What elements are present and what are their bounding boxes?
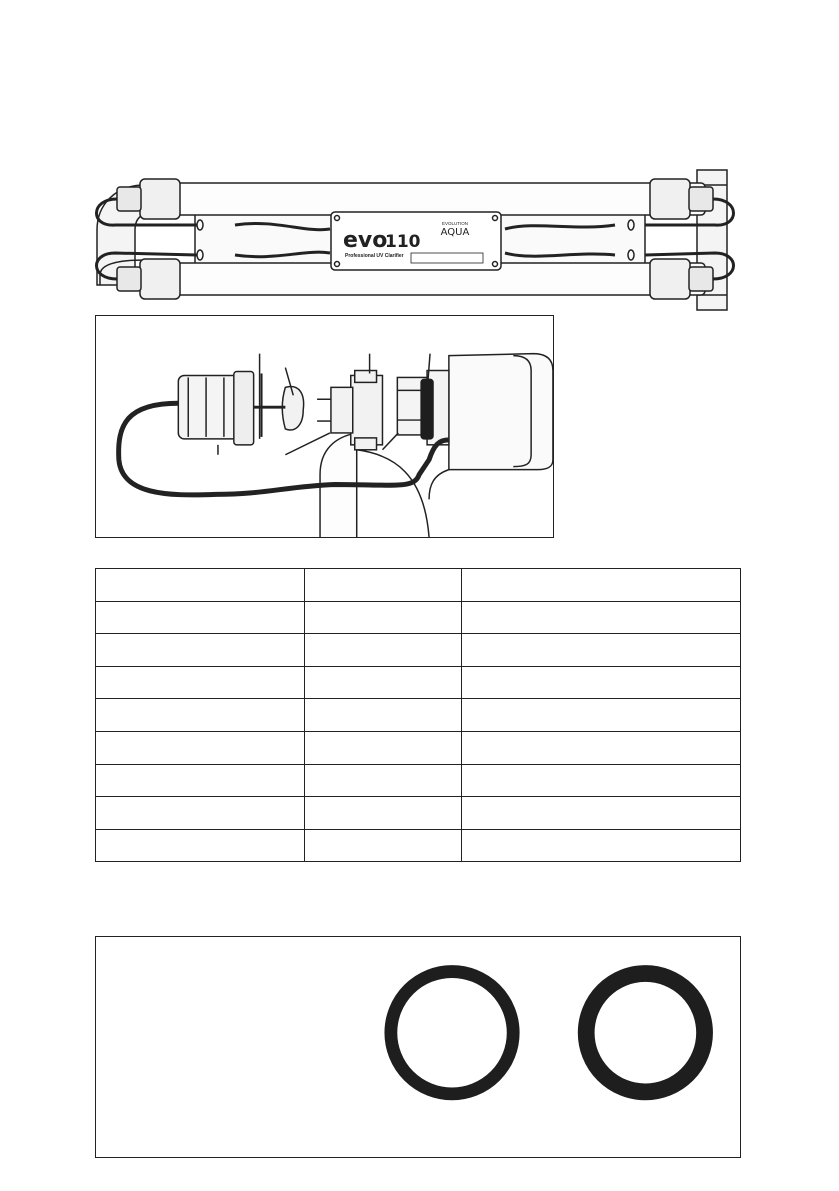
brand-text: AQUA [440, 227, 470, 238]
table-cell [96, 829, 305, 862]
table-cell [96, 764, 305, 797]
table-cell [305, 797, 462, 830]
table-cell [462, 829, 741, 862]
table-cell [462, 569, 741, 602]
uv-unit-illustration [85, 165, 755, 315]
table-cell [462, 699, 741, 732]
model-text: evo [343, 228, 388, 253]
brand-top-text: EVOLUTION [441, 221, 469, 226]
parts-table-body [96, 569, 741, 862]
o-ring-drawing [96, 937, 739, 1156]
table-cell [462, 731, 741, 764]
model-number-text: 110 [385, 232, 421, 252]
o-ring-large [391, 972, 513, 1094]
table-cell [96, 731, 305, 764]
table-cell [305, 601, 462, 634]
table-cell [305, 764, 462, 797]
table-cell [305, 699, 462, 732]
table-cell [96, 666, 305, 699]
parts-table [95, 568, 741, 862]
table-cell [462, 601, 741, 634]
table-row [96, 634, 741, 667]
table-cell [462, 797, 741, 830]
table-cell [305, 731, 462, 764]
subtitle-text: Professional UV Clarifier [345, 253, 404, 259]
o-ring-small [586, 974, 704, 1092]
table-cell [96, 634, 305, 667]
table-cell [462, 666, 741, 699]
lamp-connector-drawing [96, 316, 553, 537]
table-row [96, 731, 741, 764]
table-cell [305, 569, 462, 602]
table-row [96, 699, 741, 732]
table-cell [96, 569, 305, 602]
table-cell [305, 829, 462, 862]
table-cell [96, 699, 305, 732]
table-cell [305, 634, 462, 667]
table-cell [96, 797, 305, 830]
table-row [96, 829, 741, 862]
lamp-connector-detail [95, 315, 554, 538]
o-ring-frame [95, 936, 741, 1158]
table-row [96, 764, 741, 797]
table-cell [96, 601, 305, 634]
table-row [96, 797, 741, 830]
table-cell [462, 764, 741, 797]
table-row [96, 601, 741, 634]
table-row [96, 569, 741, 602]
table-row [96, 666, 741, 699]
table-cell [305, 666, 462, 699]
table-cell [462, 634, 741, 667]
